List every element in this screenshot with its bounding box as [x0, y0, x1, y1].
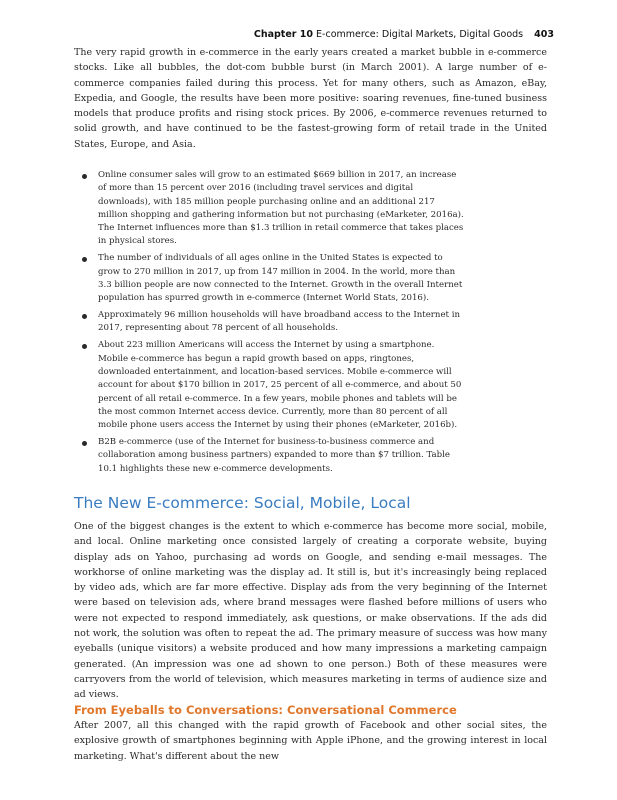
running-header [254, 29, 554, 40]
list-item [74, 309, 547, 336]
intro-paragraph: The very rapid growth in e-commerce in the early years created a market bubble in e-commerce stocks. Like all bubbles, the dot-com bubble burst (in March 2001). A large number of e-commerce companies failed during this process. Yet for many others, such as Amazon, eBay, Expedia, and Google, the results have been more positive: soaring revenues, fine-tuned business models that produce profits and rising stock prices. By 2006, e-commerce revenues returned to solid growth, and have continued to be the fastest-growing form of retail trade in the United States, Europe, and Asia. [74, 47, 547, 150]
bullet-dot-icon [82, 441, 87, 446]
list-item-text: B2B e-commerce (use of the Internet for business-to-business commerce and collaboration among business partners) expanded to more than $7 trillion. Table 10.1 highlights these new e-commerce developments. [98, 437, 450, 474]
list-item [74, 252, 547, 305]
bullet-dot-icon [82, 174, 87, 179]
list-item-text: Approximately 96 million households will have broadband access to the Internet in 2017, representing about 78 percent of all households. [98, 310, 461, 334]
page-number: 403 [534, 29, 554, 40]
chapter-title: E-commerce: Digital Markets, Digital Goods [316, 29, 524, 40]
section-paragraph: One of the biggest changes is the extent to which e-commerce has become more social, mobile, and local. Online marketing once consisted largely of creating a corporate website, buying display ads on Yahoo, purchasing ad words on Google, and sending e-mail messages. The workhorse of online marketing was the display ad. It still is, but it's increasingly being replaced by video ads, which are far more effective. Display ads from the very beginning of the Internet were based on television ads, where brand messages were flashed before millions of users who were not expected to respond immediately, ask questions, or make observations. If the ads did not work, the solution was often to repeat the ad. The primary measure of success was how many eyeballs (unique visitors) a website produced and how many impressions a marketing campaign generated. (An impression was one ad shown to one person.) Both of these measures were carryovers from the world of television, which measures marketing in terms of audience size and ad views. [74, 521, 547, 701]
chapter-label: Chapter 10 [253, 29, 314, 40]
list-item [74, 339, 547, 432]
bullet-dot-icon [82, 257, 87, 262]
bullet-dot-icon [82, 344, 87, 349]
subsection-heading: From Eyeballs to Conversations: Conversational Commerce [74, 703, 457, 717]
bullet-list [74, 169, 547, 480]
subsection-paragraph: After 2007, all this changed with the rapid growth of Facebook and other social sites, the explosive growth of smartphones beginning with Apple iPhone, and the growing interest in local marketing. What's different about the new [74, 720, 547, 762]
list-item [74, 436, 547, 476]
section-heading: The New E-commerce: Social, Mobile, Local [74, 494, 411, 512]
list-item [74, 169, 547, 249]
list-item-text: Online consumer sales will grow to an estimated $669 billion in 2017, an increase of more than 15 percent over 2016 (including travel services and digital downloads), with 185 million people purchasing online and an additional 217 million shopping and gathering information but not purchasing (eMarketer, 2016a). The Internet influences more than $1.3 trillion in retail commerce that takes places in physical stores. [98, 170, 464, 247]
list-item-text: About 223 million Americans will access the Internet by using a smartphone. Mobile e-commerce has begun a rapid growth based on apps, ringtones, downloaded entertainment, and location-based services. Mobile e-commerce will account for about $170 billion in 2017, 25 percent of all e-commerce, and about 50 percent of all retail e-commerce. In a few years, mobile phones and tablets will be the most common Internet access device. Currently, more than 80 percent of all mobile phone users access the Internet by using their phones (eMarketer, 2016b). [98, 340, 462, 431]
bullet-dot-icon [82, 314, 87, 319]
list-item-text: The number of individuals of all ages online in the United States is expected to grow to 270 million in 2017, up from 147 million in 2004. In the world, more than 3.3 billion people are now connected to the Internet. Growth in the overall Internet population has spurred growth in e-commerce (Internet World Stats, 2016). [98, 253, 463, 304]
